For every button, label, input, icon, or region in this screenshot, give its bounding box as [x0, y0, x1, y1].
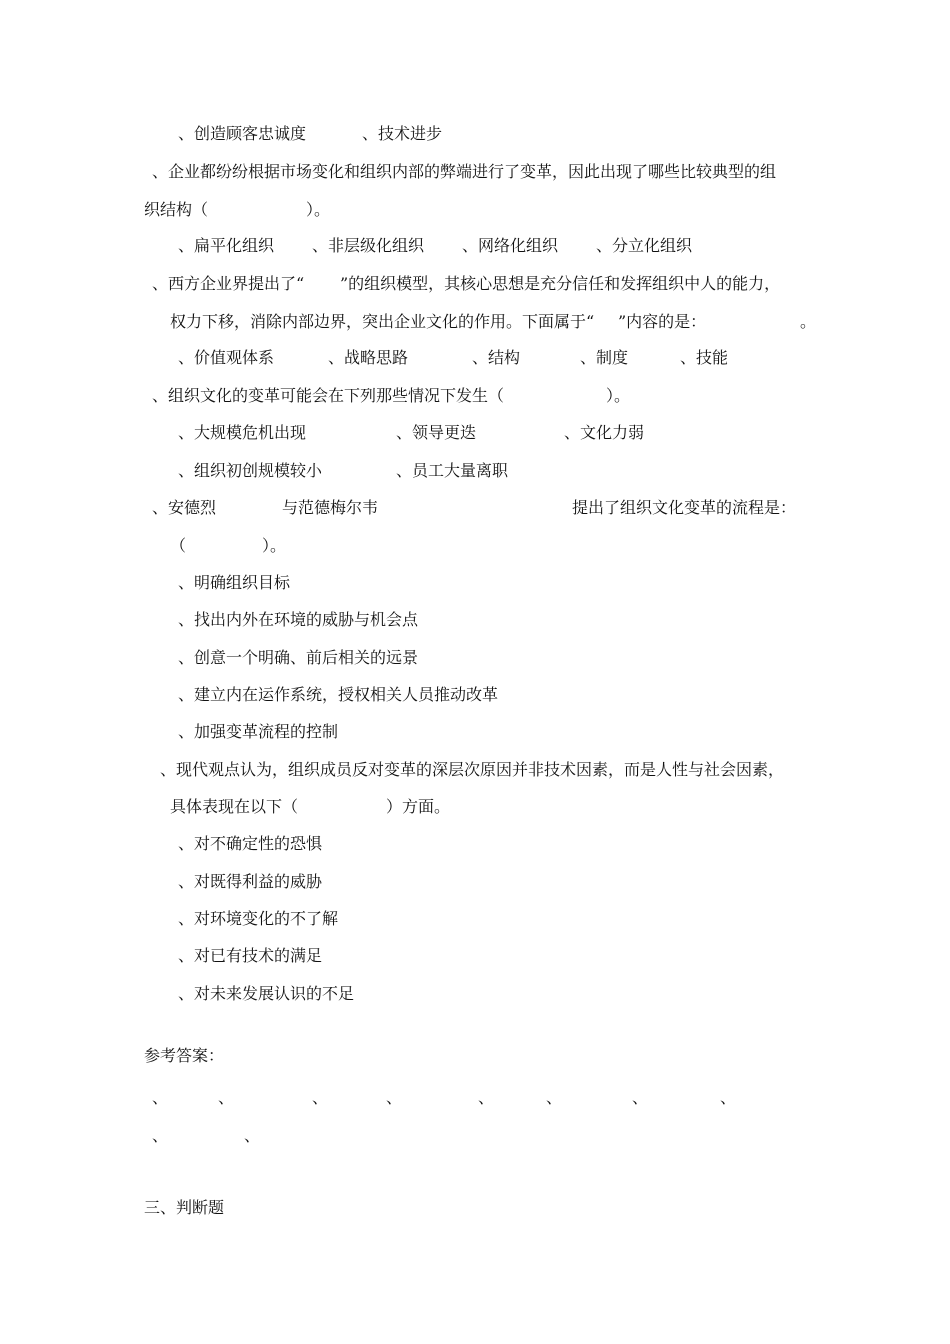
question-text: 与范德梅尔韦 [282, 498, 379, 517]
question-text: ）。 [306, 200, 331, 219]
option-text: 、技术进步 [362, 124, 443, 143]
option-text: 、制度 [580, 348, 629, 367]
question-text: 、企业都纷纷根据市场变化和组织内部的弊端进行了变革，因此出现了哪些比较典型的组 [152, 162, 777, 181]
question-text: ”内容的是： [618, 312, 707, 331]
answer-separator: 、 [152, 1088, 169, 1107]
option-text: 、对环境变化的不了解 [178, 909, 339, 928]
answers-title: 参考答案： [144, 1046, 225, 1065]
option-text: 、大规模危机出现 [178, 423, 307, 442]
option-text: 、价值观体系 [178, 348, 275, 367]
option-text: 、创造顾客忠诚度 [178, 124, 307, 143]
option-text: 、找出内外在环境的威胁与机会点 [178, 610, 419, 629]
answer-separator: 、 [244, 1126, 261, 1145]
option-text: 、员工大量离职 [396, 461, 509, 480]
question-text: 织结构（ [144, 200, 209, 219]
answer-separator: 、 [152, 1126, 169, 1145]
option-text: 、对既得利益的威胁 [178, 872, 323, 891]
answer-separator: 、 [546, 1088, 563, 1107]
question-text: 、组织文化的变革可能会在下列那些情况下发生（ [152, 386, 505, 405]
question-text: 提出了组织文化变革的流程是： [572, 498, 797, 517]
option-text: 、网络化组织 [462, 236, 559, 255]
option-text: 、领导更迭 [396, 423, 477, 442]
question-text: ”的组织模型，其核心思想是充分信任和发挥组织中人的能力， [340, 274, 781, 293]
option-text: 、技能 [680, 348, 729, 367]
answer-separator: 、 [720, 1088, 737, 1107]
option-text: 、非层级化组织 [312, 236, 425, 255]
option-text: 、创意一个明确、前后相关的远景 [178, 648, 419, 667]
option-text: 、分立化组织 [596, 236, 693, 255]
answer-separator: 、 [632, 1088, 649, 1107]
option-text: 、结构 [472, 348, 521, 367]
option-text: 、对未来发展认识的不足 [178, 984, 355, 1003]
question-text: ）方面。 [386, 797, 451, 816]
question-text: ）。 [262, 536, 287, 555]
option-text: 、对不确定性的恐惧 [178, 834, 323, 853]
question-text: 。 [800, 312, 817, 331]
question-text: 具体表现在以下（ [170, 797, 299, 816]
question-text: （ [170, 536, 187, 555]
answer-separator: 、 [218, 1088, 235, 1107]
option-text: 、扁平化组织 [178, 236, 275, 255]
question-text: 、安德烈 [152, 498, 217, 517]
option-text: 、战略思路 [328, 348, 409, 367]
option-text: 、文化力弱 [564, 423, 645, 442]
option-text: 、对已有技术的满足 [178, 946, 323, 965]
question-text: 、现代观点认为，组织成员反对变革的深层次原因并非技术因素，而是人性与社会因素， [160, 760, 785, 779]
option-text: 、加强变革流程的控制 [178, 722, 339, 741]
question-text: 权力下移，消除内部边界，突出企业文化的作用。下面属于“ [170, 312, 595, 331]
answer-separator: 、 [478, 1088, 495, 1107]
option-text: 、组织初创规模较小 [178, 461, 323, 480]
answer-separator: 、 [312, 1088, 329, 1107]
section-title: 三、判断题 [144, 1198, 225, 1217]
option-text: 、明确组织目标 [178, 573, 291, 592]
question-text: 、西方企业界提出了“ [152, 274, 305, 293]
question-text: ）。 [606, 386, 631, 405]
answer-separator: 、 [386, 1088, 403, 1107]
option-text: 、建立内在运作系统，授权相关人员推动改革 [178, 685, 499, 704]
